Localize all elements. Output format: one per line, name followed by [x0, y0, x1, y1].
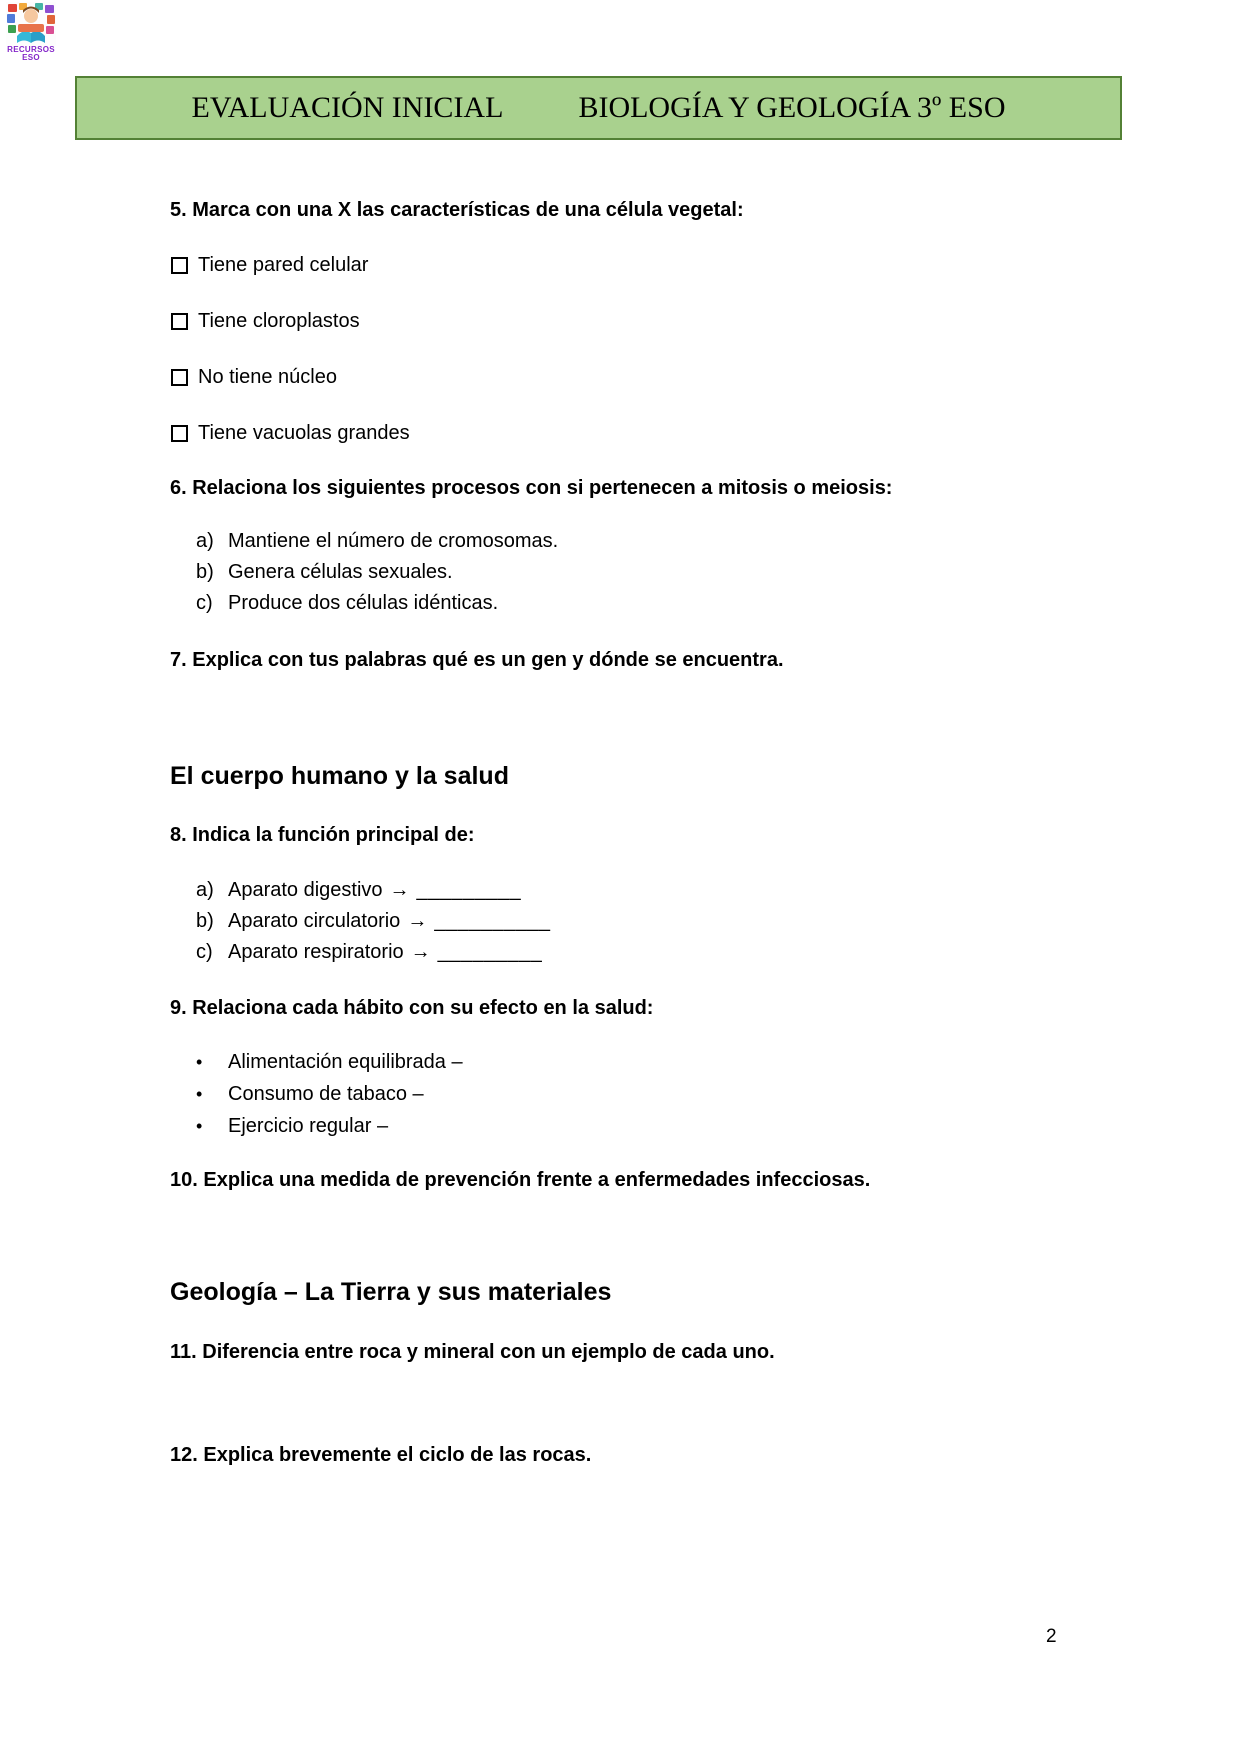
banner-title-right: BIOLOGÍA Y GEOLOGÍA 3º ESO	[578, 91, 1006, 124]
q8-item-b	[196, 908, 551, 934]
checkbox-icon[interactable]	[171, 425, 188, 442]
section-title-body-health: El cuerpo humano y la salud	[170, 762, 509, 790]
q9-item-2-text: Consumo de tabaco –	[228, 1083, 424, 1105]
answer-blank[interactable]: _________	[416, 879, 522, 901]
question-6-title: 6. Relaciona los siguientes procesos con si pertenecen a mitosis o meiosis:	[170, 477, 893, 499]
checkbox-icon[interactable]	[171, 257, 188, 274]
question-8-title: 8. Indica la función principal de:	[170, 824, 475, 846]
question-9-title: 9. Relaciona cada hábito con su efecto en la salud:	[170, 997, 654, 1019]
q6-item-a	[196, 528, 558, 554]
q5-option-row-3	[171, 364, 337, 390]
q9-item-3	[196, 1113, 388, 1139]
logo-text-line1: RECURSOS	[7, 45, 55, 54]
list-label-b: b)	[196, 561, 214, 583]
recursos-eso-logo	[4, 2, 58, 62]
bullet-icon: •	[196, 1052, 203, 1072]
q6-item-a-text: Mantiene el número de cromosomas.	[228, 530, 559, 552]
q8-item-b-text: Aparato circulatorio	[228, 910, 401, 932]
checkbox-icon[interactable]	[171, 369, 188, 386]
q5-option-1-label: Tiene pared celular	[198, 254, 369, 276]
q8-item-c-text: Aparato respiratorio	[228, 941, 404, 963]
question-11-title: 11. Diferencia entre roca y mineral con un ejemplo de cada uno.	[170, 1341, 775, 1363]
answer-blank[interactable]: _________	[437, 941, 543, 963]
q6-item-b	[196, 559, 453, 585]
q5-option-row-2	[171, 308, 360, 334]
q5-option-row-1	[171, 252, 368, 278]
logo-text-line2: ESO	[22, 53, 40, 62]
q9-item-2	[196, 1081, 424, 1107]
page-number: 2	[1046, 1626, 1057, 1647]
bullet-icon: •	[196, 1116, 203, 1136]
question-7-title: 7. Explica con tus palabras qué es un gen y dónde se encuentra.	[170, 649, 784, 671]
checkbox-icon[interactable]	[171, 313, 188, 330]
right-arrow-icon: →	[389, 879, 410, 901]
q8-item-a	[196, 877, 521, 903]
question-12-title: 12. Explica brevemente el ciclo de las rocas.	[170, 1444, 592, 1466]
q5-option-3-label: No tiene núcleo	[198, 366, 337, 388]
question-5-title: 5. Marca con una X las características de una célula vegetal:	[170, 199, 744, 221]
question-10-title: 10. Explica una medida de prevención frente a enfermedades infecciosas.	[170, 1169, 871, 1191]
bullet-icon: •	[196, 1084, 203, 1104]
q9-item-1	[196, 1049, 463, 1075]
list-label-c: c)	[196, 592, 213, 614]
q9-item-1-text: Alimentación equilibrada –	[228, 1051, 463, 1073]
q8-item-a-text: Aparato digestivo	[228, 879, 383, 901]
q6-item-c	[196, 590, 498, 616]
logo-illustration	[6, 2, 56, 46]
q5-option-4-label: Tiene vacuolas grandes	[198, 422, 410, 444]
list-label-c: c)	[196, 941, 213, 963]
answer-blank[interactable]: __________	[434, 910, 551, 932]
list-label-a: a)	[196, 530, 214, 552]
banner-title-left: EVALUACIÓN INICIAL	[191, 91, 504, 124]
q6-item-b-text: Genera células sexuales.	[228, 561, 453, 583]
q5-option-row-4	[171, 420, 410, 446]
list-label-a: a)	[196, 879, 214, 901]
right-arrow-icon: →	[410, 941, 431, 963]
q9-item-3-text: Ejercicio regular –	[228, 1115, 389, 1137]
header-banner	[75, 76, 1122, 140]
right-arrow-icon: →	[407, 910, 428, 932]
section-title-geology: Geología – La Tierra y sus materiales	[170, 1278, 612, 1306]
q5-option-2-label: Tiene cloroplastos	[198, 310, 360, 332]
q6-item-c-text: Produce dos células idénticas.	[228, 592, 499, 614]
list-label-b: b)	[196, 910, 214, 932]
q8-item-c	[196, 939, 542, 965]
